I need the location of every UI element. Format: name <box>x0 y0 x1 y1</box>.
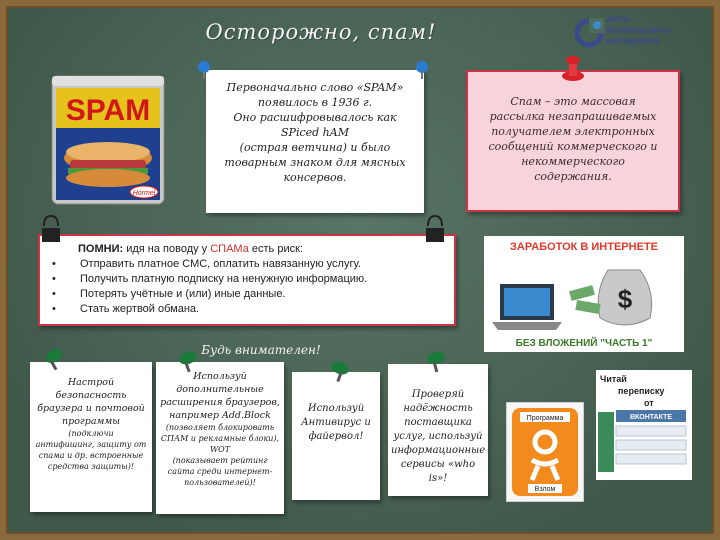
spam-can-brand: SPAM <box>65 94 151 127</box>
logo-line-3: интернета <box>606 35 660 47</box>
tip-browser-security <box>30 362 152 512</box>
tip-extensions-detail: (позволяет блокировать СПАМ и рекламные блоки), WOT <box>160 423 280 454</box>
warning-item: • Стать жертвой обмана. <box>68 302 446 317</box>
vk-image-line1: Читай <box>600 374 627 384</box>
tip-extensions-wot: (показывает рейтинг сайта среди интернет- пользователей)! <box>167 456 273 487</box>
spam-can-image <box>48 68 168 208</box>
warning-heading-part2: есть риск: <box>248 243 303 255</box>
green-pin-icon <box>42 348 66 372</box>
blue-pin-icon <box>196 60 212 80</box>
red-pin-icon <box>560 54 586 82</box>
note-origin-text: Первоначально слово «SPAM» появилось в 1936 г. Оно расшифровывалось как SPiced hAM (острая ветчина) и было товарным знаком для мясных консервов. <box>224 81 406 184</box>
earn-online-image <box>484 236 684 352</box>
vk-image-line2: переписку <box>618 386 665 396</box>
vk-correspondence-image <box>596 370 692 480</box>
warning-heading <box>78 242 446 257</box>
warning-heading-red: СПАМа <box>210 243 249 255</box>
vk-image-line3: от <box>644 398 654 408</box>
tip-extensions-main: Используй дополнительные расширения браузеров, например Add.Block <box>160 371 280 421</box>
earn-image-top-text: ЗАРАБОТОК В ИНТЕРНЕТЕ <box>510 241 658 253</box>
blue-pin-icon <box>414 60 430 80</box>
note-definition <box>466 70 680 212</box>
warning-heading-bold: ПОМНИ: <box>78 243 124 255</box>
tip-check-provider <box>388 364 488 496</box>
ok-image-bottom: Взлом <box>534 486 556 493</box>
spam-can-badge: Hormel <box>132 190 156 197</box>
tip-browser-security-main: Настрой безопасность браузера и почтовой программы <box>37 377 145 427</box>
svg-text:$: $ <box>617 284 633 314</box>
green-pin-icon <box>176 350 200 374</box>
green-pin-icon <box>424 350 448 374</box>
warning-item: • Отправить платное СМС, оплатить навязанную услугу. <box>68 257 446 272</box>
caption-be-careful: Будь внимателен! <box>201 343 321 357</box>
tip-check-provider-text: Проверяй надёжность поставщика услуг, используй информационные сервисы «who is»! <box>391 389 486 484</box>
warning-item: • Потерять учётные и (или) иные данные. <box>68 287 446 302</box>
page-title: Осторожно, спам! <box>205 20 437 44</box>
note-definition-text: Спам – это массовая рассылка незапрашиваемых получателем электронных сообщений коммерческого и некоммерческого содержания. <box>488 95 658 183</box>
tip-browser-security-detail: (подключи антифишинг, защиту от спама и др. встроенные средства защиты)! <box>35 429 147 471</box>
liga-logo-icon <box>574 18 604 48</box>
warning-heading-part1: идя на поводу у <box>123 243 211 255</box>
vk-image-service: ВКОНТАКТЕ <box>629 414 673 421</box>
binder-clip-icon <box>40 214 62 244</box>
ok-image-top: Программа <box>526 415 564 422</box>
binder-clip-icon <box>424 214 446 244</box>
warning-list <box>68 257 446 317</box>
tip-browser-extensions <box>156 362 284 514</box>
warning-box <box>38 234 456 326</box>
tip-antivirus <box>292 372 380 500</box>
warning-item: • Получить платную подписку на ненужную информацию. <box>68 272 446 287</box>
note-origin <box>206 70 424 213</box>
green-pin-icon <box>328 360 352 384</box>
logo-line-2: безопасного <box>606 24 672 36</box>
earn-image-bottom-text: БЕЗ ВЛОЖЕНИЙ "ЧАСТЬ 1" <box>515 338 653 349</box>
logo-line-1: лига <box>606 13 630 25</box>
odnoklassniki-hack-image <box>506 402 584 502</box>
liga-logo-text <box>606 14 710 47</box>
tip-antivirus-text: Используй Антивирус и файервол! <box>301 403 371 442</box>
liga-logo <box>574 12 714 56</box>
